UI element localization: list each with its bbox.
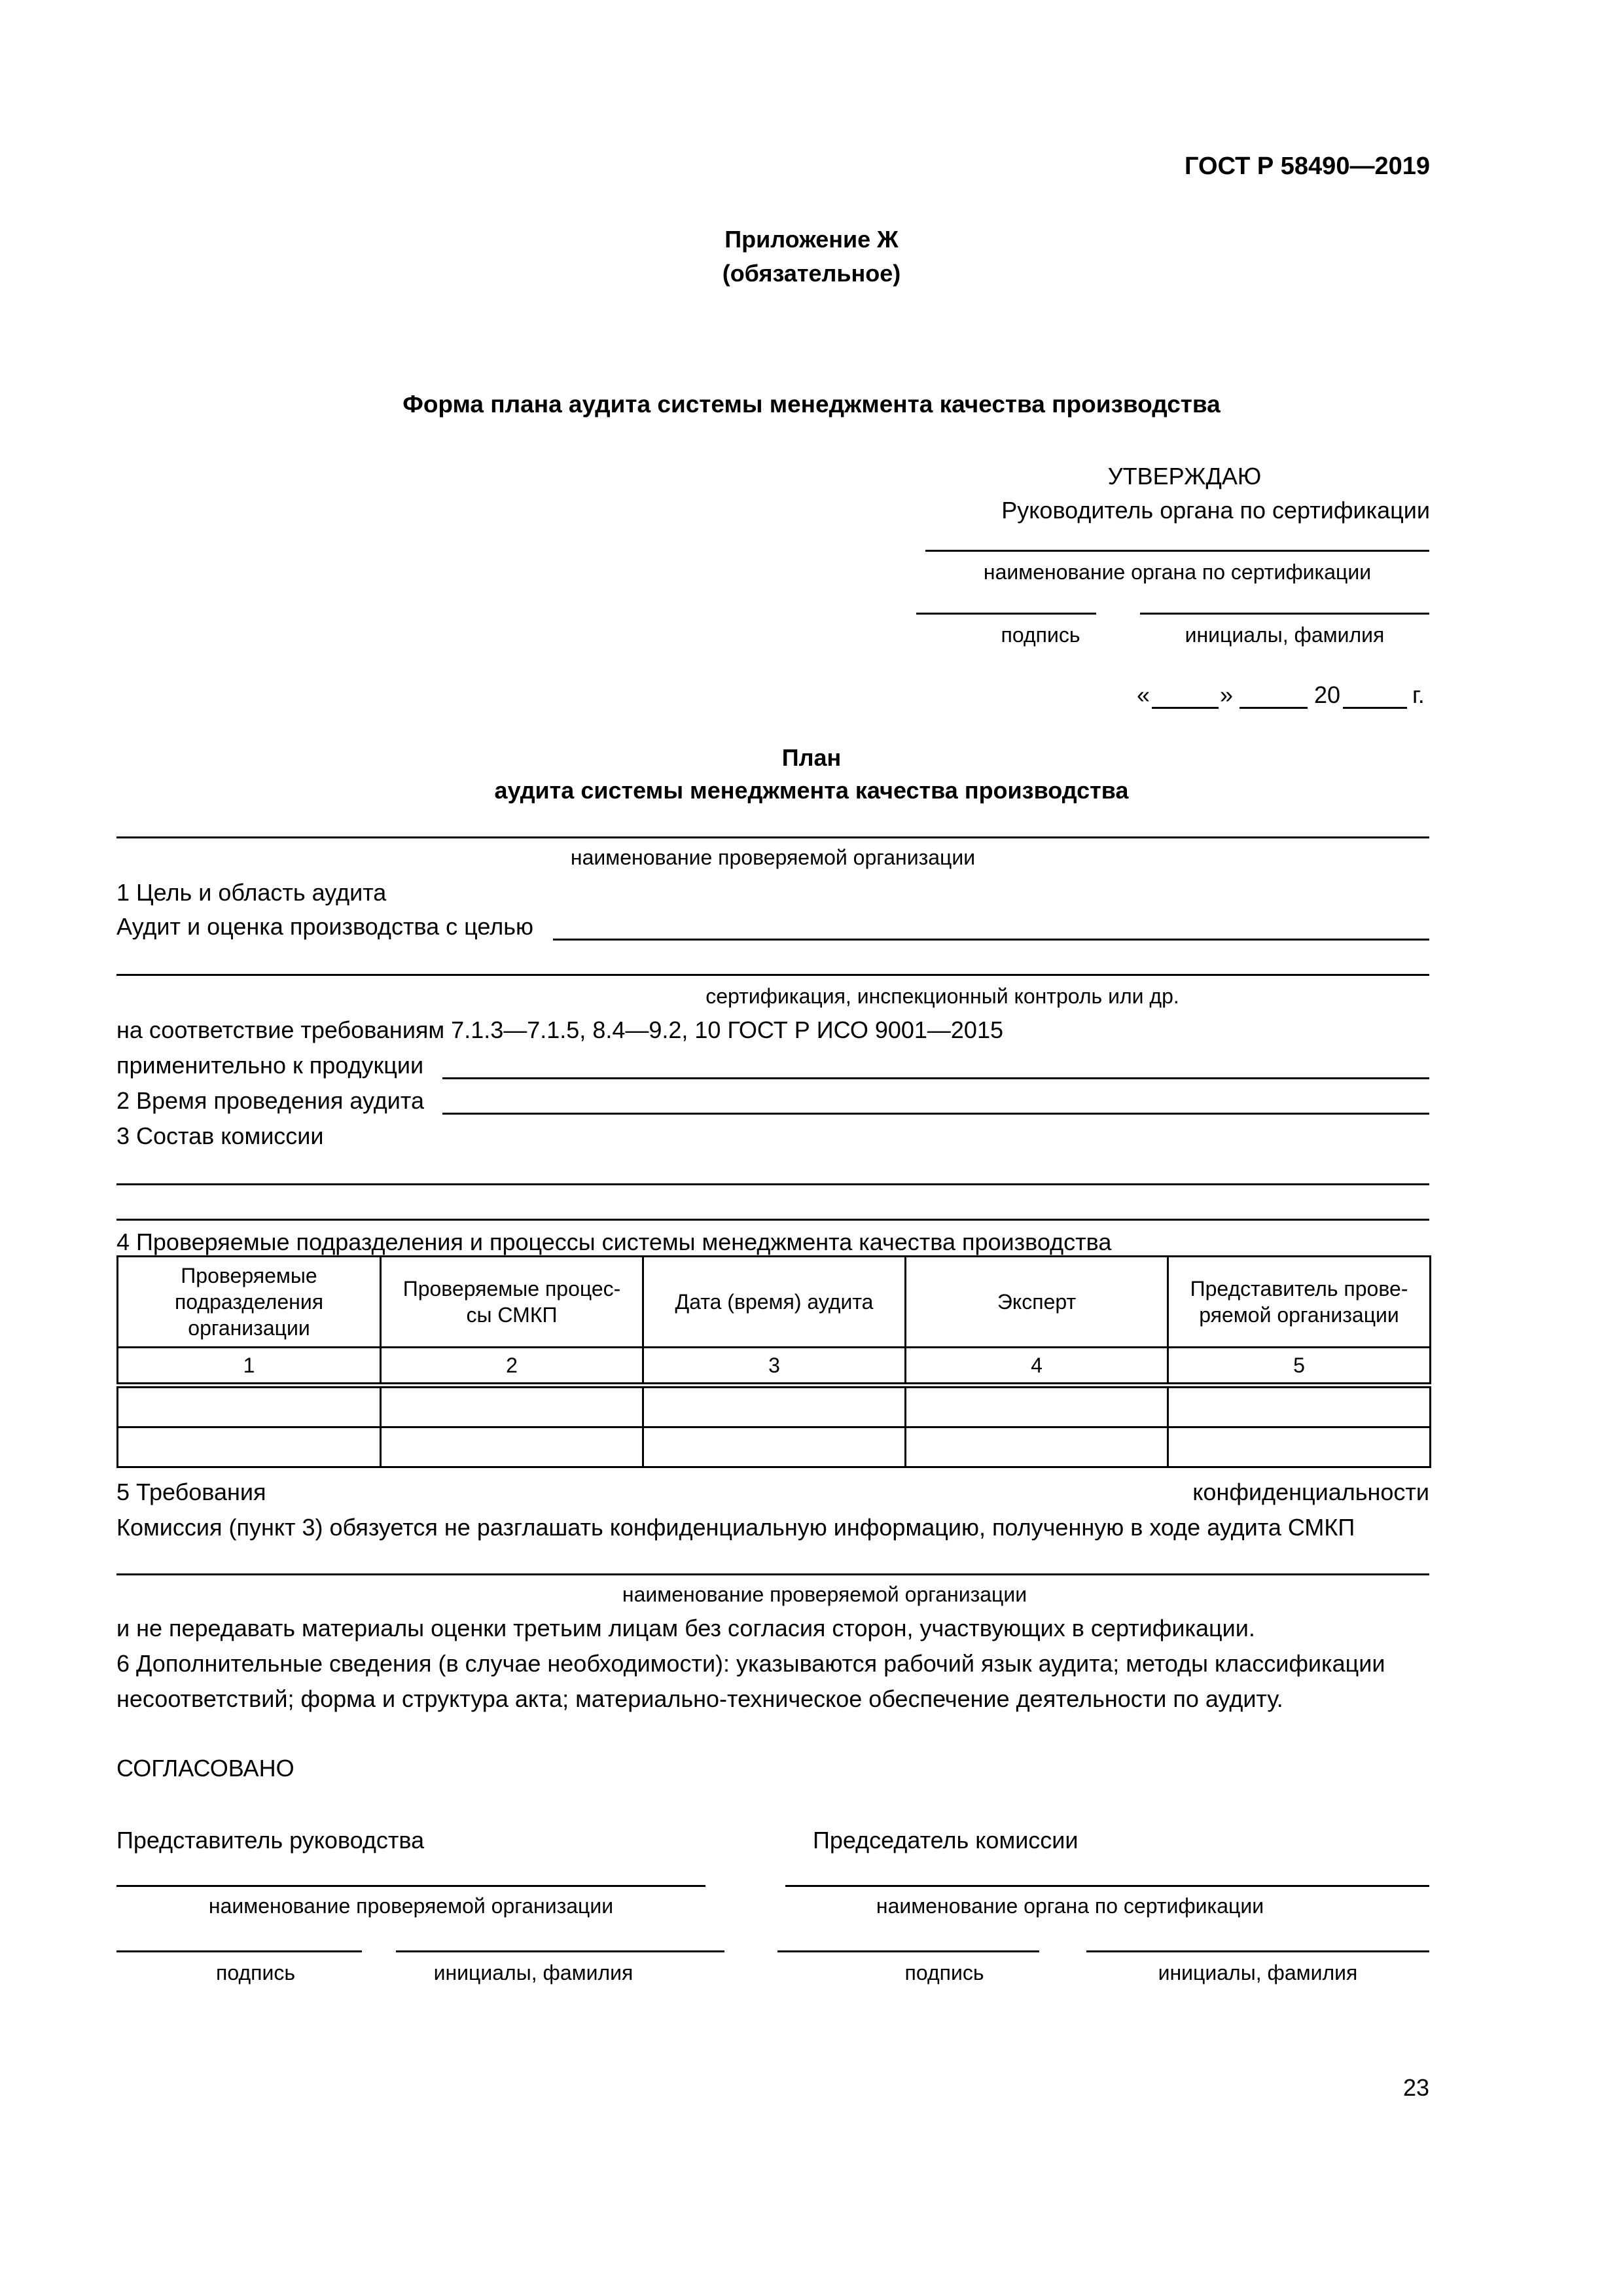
section1-purpose-line-2[interactable]: [116, 974, 1429, 976]
form-title: Форма плана аудита системы менеджмента качества производства: [402, 391, 1221, 418]
date-year-line[interactable]: [1343, 707, 1407, 709]
section5-text2: и не передавать материалы оценки третьим лицам без согласия сторон, участвующих в сертификации.: [116, 1615, 1255, 1641]
table-number-cell: 4: [906, 1348, 1168, 1386]
table-cell[interactable]: [118, 1386, 381, 1427]
section1-purpose-caption: сертификация, инспекционный контроль или др.: [705, 984, 1179, 1008]
table-header-cell: Эксперт: [906, 1257, 1168, 1348]
agreed-left-title: Представитель руководства: [116, 1827, 425, 1854]
table-cell[interactable]: [643, 1386, 906, 1427]
agreed-right-name-caption: инициалы, фамилия: [1158, 1961, 1358, 1984]
table-number-cell: 1: [118, 1348, 381, 1386]
section1-product-line[interactable]: [442, 1077, 1429, 1079]
approval-org-caption: наименование органа по сертификации: [983, 560, 1372, 584]
table-cell[interactable]: [381, 1386, 643, 1427]
standard-number: ГОСТ Р 58490—2019: [1185, 152, 1430, 180]
date-year-suffix: г.: [1412, 681, 1425, 708]
audit-table: [116, 1255, 1431, 1468]
section4-heading: 4 Проверяемые подразделения и процессы системы менеджмента качества производства: [116, 1229, 1112, 1255]
table-cell[interactable]: [1168, 1427, 1431, 1467]
page-number: 23: [1402, 2074, 1429, 2101]
agreed-right-org-caption: наименование органа по сертификации: [876, 1894, 1264, 1918]
section1-heading: 1 Цель и область аудита: [116, 879, 387, 906]
agreed-left-signature-line[interactable]: [116, 1950, 362, 1952]
section3-label: 3 Состав комиссии: [116, 1122, 324, 1149]
table-header-row: [118, 1257, 1431, 1348]
table-row: [118, 1386, 1431, 1427]
table-row: [118, 1427, 1431, 1467]
agreed-left-name-caption: инициалы, фамилия: [433, 1961, 633, 1984]
section6-line2: несоответствий; форма и структура акта; материально-техническое обеспечение деятельности по аудиту.: [116, 1685, 1283, 1712]
section2-time-line[interactable]: [442, 1113, 1429, 1115]
date-month-line[interactable]: [1240, 707, 1308, 709]
agreed-right-title: Председатель комиссии: [813, 1827, 1079, 1854]
section5-heading-left: 5 Требования: [116, 1479, 266, 1505]
section1-purpose-label: Аудит и оценка производства с целью: [116, 913, 533, 940]
section1-product-label: применительно к продукции: [116, 1052, 424, 1079]
table-cell[interactable]: [643, 1427, 906, 1467]
section1-purpose-line[interactable]: [553, 939, 1429, 941]
appendix-title: Приложение Ж: [724, 226, 899, 253]
section1-compliance: на соответствие требованиям 7.1.3—7.1.5, 8.4—9.2, 10 ГОСТ Р ИСО 9001—2015: [116, 1016, 1003, 1043]
approval-head: Руководитель органа по сертификации: [1001, 497, 1430, 524]
section5-heading-right: конфиденциальности: [1192, 1479, 1429, 1505]
table-header-cell: Проверяемые подразделения организации: [118, 1257, 381, 1348]
table-number-cell: 3: [643, 1348, 906, 1386]
date-year-prefix: 20: [1314, 681, 1341, 708]
section2-label: 2 Время проведения аудита: [116, 1087, 424, 1114]
agreed-left-org-caption: наименование проверяемой организации: [208, 1894, 614, 1918]
section3-line-2[interactable]: [116, 1219, 1429, 1221]
approval-signature-line[interactable]: [916, 613, 1096, 615]
agreed-left-name-line[interactable]: [396, 1950, 724, 1952]
section6-line1: 6 Дополнительные сведения (в случае необходимости): указываются рабочий язык аудита; методы классификации: [116, 1650, 1385, 1677]
table-header-cell: Проверяемые процес- сы СМКП: [381, 1257, 643, 1348]
audited-org-caption: наименование проверяемой организации: [570, 846, 976, 869]
table-cell[interactable]: [1168, 1386, 1431, 1427]
table-number-cell: 5: [1168, 1348, 1431, 1386]
table-header-cell: Представитель прове- ряемой организации: [1168, 1257, 1431, 1348]
approval-name-line[interactable]: [1140, 613, 1429, 615]
table-cell[interactable]: [118, 1427, 381, 1467]
agreed-left-signature-caption: подпись: [216, 1961, 295, 1984]
table-number-row: [118, 1348, 1431, 1386]
section5-text: Комиссия (пункт 3) обязуется не разглашать конфиденциальную информацию, полученную в ходе аудита СМКП: [116, 1514, 1355, 1541]
agreed-right-signature-caption: подпись: [904, 1961, 984, 1984]
section5-org-caption: наименование проверяемой организации: [622, 1583, 1027, 1606]
approval-signature-caption: подпись: [1001, 623, 1080, 647]
agreed-right-org-line[interactable]: [785, 1885, 1429, 1887]
section5-org-line[interactable]: [116, 1573, 1429, 1575]
table-cell[interactable]: [906, 1386, 1168, 1427]
date-close-quote: »: [1220, 681, 1234, 708]
plan-title: План: [781, 744, 842, 771]
section3-line-1[interactable]: [116, 1183, 1429, 1185]
approval-org-line[interactable]: [925, 550, 1429, 552]
table-cell[interactable]: [906, 1427, 1168, 1467]
agreed-right-signature-line[interactable]: [777, 1950, 1039, 1952]
agreed-label: СОГЛАСОВАНО: [116, 1755, 294, 1782]
table-cell[interactable]: [381, 1427, 643, 1467]
date-open-quote: «: [1137, 681, 1150, 708]
table-header-cell: Дата (время) аудита: [643, 1257, 906, 1348]
date-day-line[interactable]: [1152, 707, 1219, 709]
approval-name-caption: инициалы, фамилия: [1185, 623, 1385, 647]
agreed-right-name-line[interactable]: [1086, 1950, 1429, 1952]
appendix-status: (обязательное): [722, 260, 901, 287]
table-number-cell: 2: [381, 1348, 643, 1386]
plan-subtitle: аудита системы менеджмента качества производства: [494, 777, 1129, 804]
agreed-left-org-line[interactable]: [116, 1885, 705, 1887]
approve-label: УТВЕРЖДАЮ: [1107, 463, 1262, 490]
audited-org-line[interactable]: [116, 836, 1429, 838]
